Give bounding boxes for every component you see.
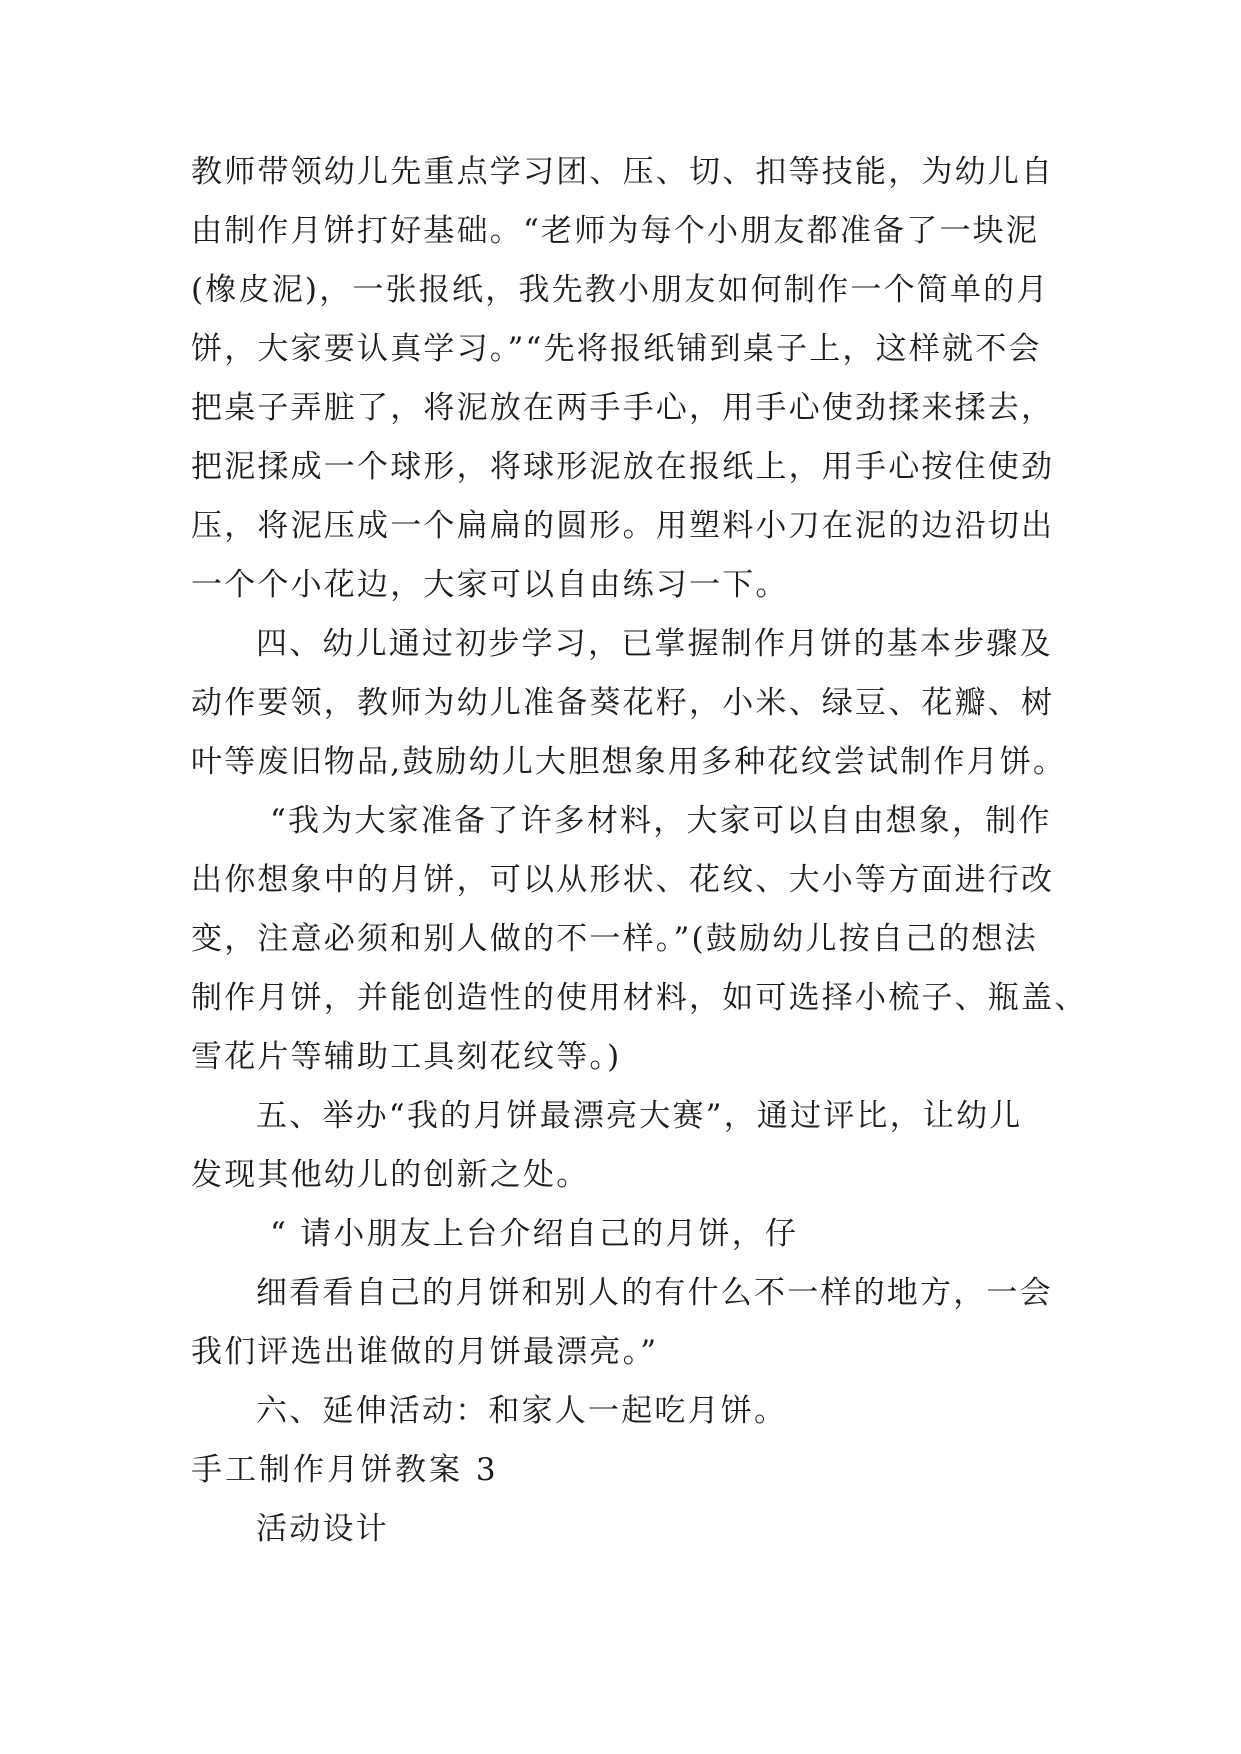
- text-line: 由制作月饼打好基础。“老师为每个小朋友都准备了一块泥: [191, 213, 1040, 249]
- text-line: 六、延伸活动：和家人一起吃月饼。: [256, 1393, 788, 1429]
- text-line: 发现其他幼儿的创新之处。: [191, 1157, 590, 1193]
- text-line: 动作要领，教师为幼儿准备葵花籽，小米、绿豆、花瓣、树: [191, 685, 1055, 721]
- text-line: 叶等废旧物品,鼓励幼儿大胆想象用多种花纹尝试制作月饼。: [191, 744, 1067, 780]
- text-line: 活动设计: [256, 1511, 389, 1547]
- text-line: 出你想象中的月饼，可以从形状、花纹、大小等方面进行改: [191, 862, 1055, 898]
- text-line: 我们评选出谁做的月饼最漂亮。”: [191, 1334, 659, 1370]
- text-line: 四、幼儿通过初步学习，已掌握制作月饼的基本步骤及: [256, 626, 1053, 662]
- text-line: 雪花片等辅助工具刻花纹等。): [191, 1039, 622, 1075]
- text-line: 制作月饼，并能创造性的使用材料，如可选择小梳子、瓶盖、: [191, 980, 1088, 1016]
- text-line: 五、举办“我的月饼最漂亮大赛”，通过评比，让幼儿: [256, 1098, 1023, 1134]
- text-line: 把桌子弄脏了，将泥放在两手手心，用手心使劲揉来揉去，: [191, 390, 1055, 426]
- text-line: 教师带领幼儿先重点学习团、压、切、扣等技能，为幼儿自: [191, 154, 1055, 190]
- text-line: 把泥揉成一个球形，将球形泥放在报纸上，用手心按住使劲: [191, 449, 1055, 485]
- text-line: (橡皮泥)，一张报纸，我先教小朋友如何制作一个简单的月: [191, 272, 1050, 308]
- text-line: “ 请小朋友上台介绍自己的月饼，仔: [270, 1216, 799, 1252]
- section-heading: 手工制作月饼教案 3: [191, 1452, 499, 1488]
- text-line: 细看看自己的月饼和别人的有什么不一样的地方，一会: [256, 1275, 1053, 1311]
- text-line: “我为大家准备了许多材料，大家可以自由想象，制作: [270, 803, 1052, 839]
- text-line: 饼，大家要认真学习。”“先将报纸铺到桌子上，这样就不会: [191, 331, 1042, 367]
- text-line: 压，将泥压成一个扁扁的圆形。用塑料小刀在泥的边沿切出: [191, 508, 1055, 544]
- text-line: 变，注意必须和别人做的不一样。”(鼓励幼儿按自己的想法: [191, 921, 1038, 957]
- text-line: 一个个小花边，大家可以自由练习一下。: [191, 567, 789, 603]
